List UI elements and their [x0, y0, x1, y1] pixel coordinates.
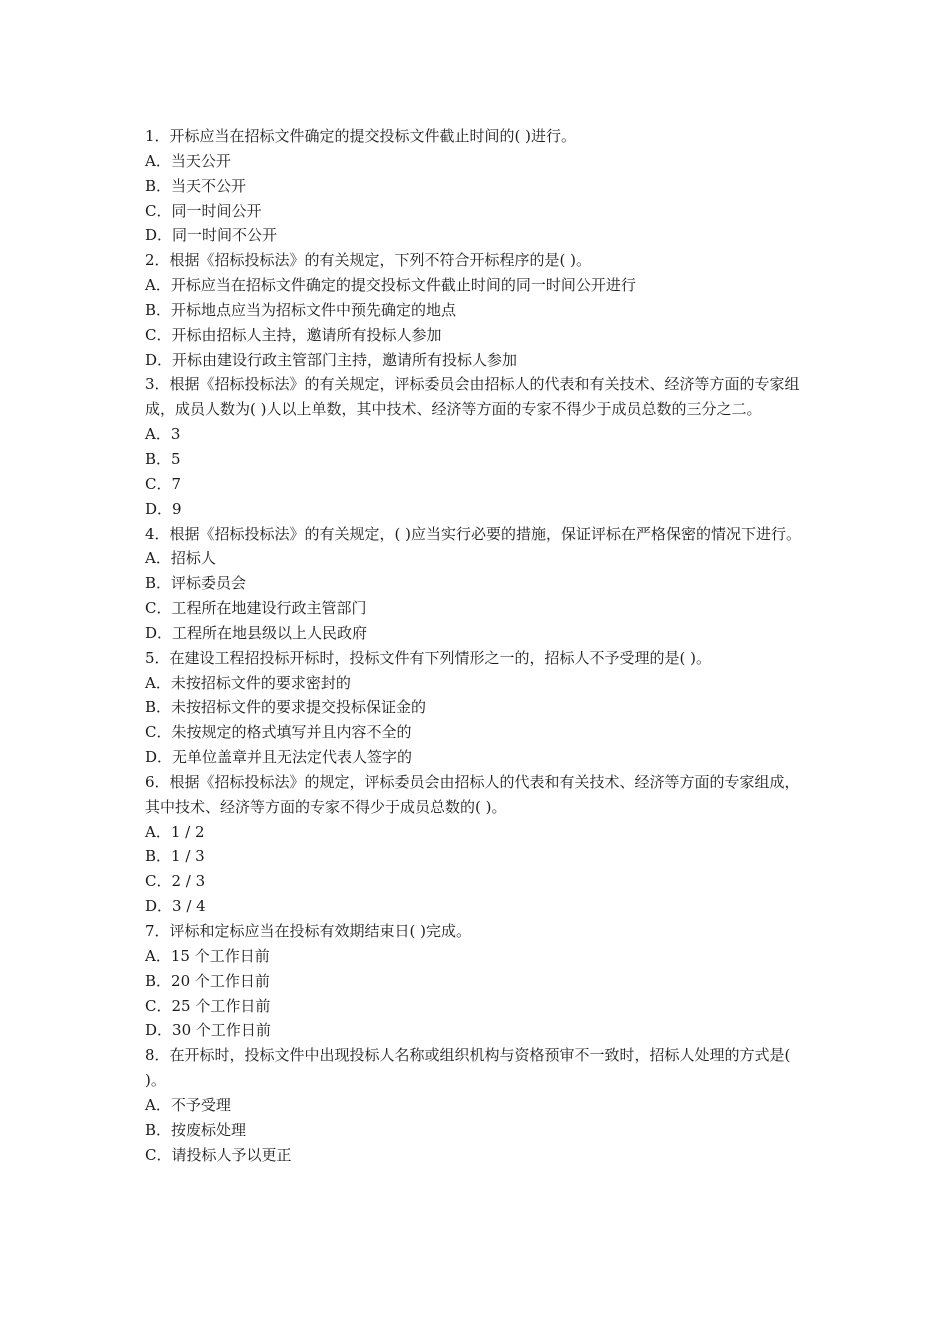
- option-c: C．7: [145, 474, 182, 493]
- question-stem: 4．根据《招标投标法》的有关规定，( )应当实行必要的措施，保证评标在严格保密的情况下进行。: [145, 524, 802, 543]
- question-stem: 1．开标应当在招标文件确定的提交投标文件截止时间的( )进行。: [145, 127, 577, 145]
- option-d: D．工程所在地县级以上人民政府: [145, 623, 368, 642]
- option-d: D．同一时间不公开: [145, 226, 278, 245]
- option-a: A．未按招标文件的要求密封的: [145, 673, 351, 692]
- question-stem: 7．评标和定标应当在投标有效期结束日( )完成。: [145, 922, 472, 940]
- option-b: B．评标委员会: [145, 574, 247, 593]
- option-c: C．2 / 3: [145, 872, 206, 891]
- question-1: [145, 124, 810, 248]
- question-5: [145, 646, 810, 770]
- question-8: [145, 1043, 810, 1167]
- question-stem: 3．根据《招标投标法》的有关规定，评标委员会由招标人的代表和有关技术、经济等方面的专家组成，成员人数为( )人以上单数，其中技术、经济等方面的专家不得少于成员总数的三分之二。: [145, 375, 800, 419]
- option-c: C．同一时间公开: [145, 201, 262, 220]
- question-7: [145, 919, 810, 1043]
- option-d: D．9: [145, 499, 182, 518]
- option-a: A．3: [145, 425, 181, 444]
- option-c: C．25 个工作日前: [145, 996, 271, 1015]
- option-b: B．开标地点应当为招标文件中预先确定的地点: [145, 300, 457, 319]
- option-c: C．请投标人予以更正: [145, 1145, 292, 1164]
- question-stem: 2．根据《招标投标法》的有关规定，下列不符合开标程序的是( )。: [145, 251, 592, 270]
- option-d: D．3 / 4: [145, 897, 206, 916]
- option-a: A．招标人: [145, 549, 216, 568]
- option-b: B．20 个工作日前: [145, 971, 270, 990]
- question-stem: 5．在建设工程招投标开标时，投标文件有下列情形之一的，招标人不予受理的是( )。: [145, 648, 712, 667]
- option-d: D．开标由建设行政主管部门主持，邀请所有投标人参加: [145, 350, 518, 369]
- option-a: A．开标应当在招标文件确定的提交投标文件截止时间的同一时间公开进行: [145, 276, 636, 295]
- option-a: A．1 / 2: [145, 822, 205, 841]
- option-d: D．30 个工作日前: [145, 1021, 271, 1040]
- document-body: [145, 124, 810, 1167]
- option-b: B．5: [145, 449, 181, 468]
- question-3: [145, 372, 810, 521]
- option-b: B．1 / 3: [145, 847, 205, 866]
- option-c: C．工程所在地建设行政主管部门: [145, 599, 367, 618]
- option-d: D．无单位盖章并且无法定代表人签字的: [145, 748, 413, 767]
- question-stem: 6．根据《招标投标法》的规定，评标委员会由招标人的代表和有关技术、经济等方面的专家组成，其中技术、经济等方面的专家不得少于成员总数的( )。: [145, 772, 800, 816]
- option-b: B．当天不公开: [145, 176, 247, 195]
- option-a: A．15 个工作日前: [145, 946, 270, 965]
- question-6: [145, 770, 810, 919]
- option-c: C．朱按规定的格式填写并且内容不全的: [145, 723, 412, 742]
- question-4: [145, 522, 810, 646]
- option-c: C．开标由招标人主持，邀请所有投标人参加: [145, 325, 442, 344]
- option-a: A．当天公开: [145, 151, 231, 170]
- option-b: B．按废标处理: [145, 1120, 247, 1139]
- question-stem: 8．在开标时，投标文件中出现投标人名称或组织机构与资格预审不一致时，招标人处理的方式是( )。: [145, 1046, 796, 1090]
- option-b: B．未按招标文件的要求提交投标保证金的: [145, 698, 427, 717]
- option-a: A．不予受理: [145, 1095, 231, 1114]
- question-2: [145, 248, 810, 372]
